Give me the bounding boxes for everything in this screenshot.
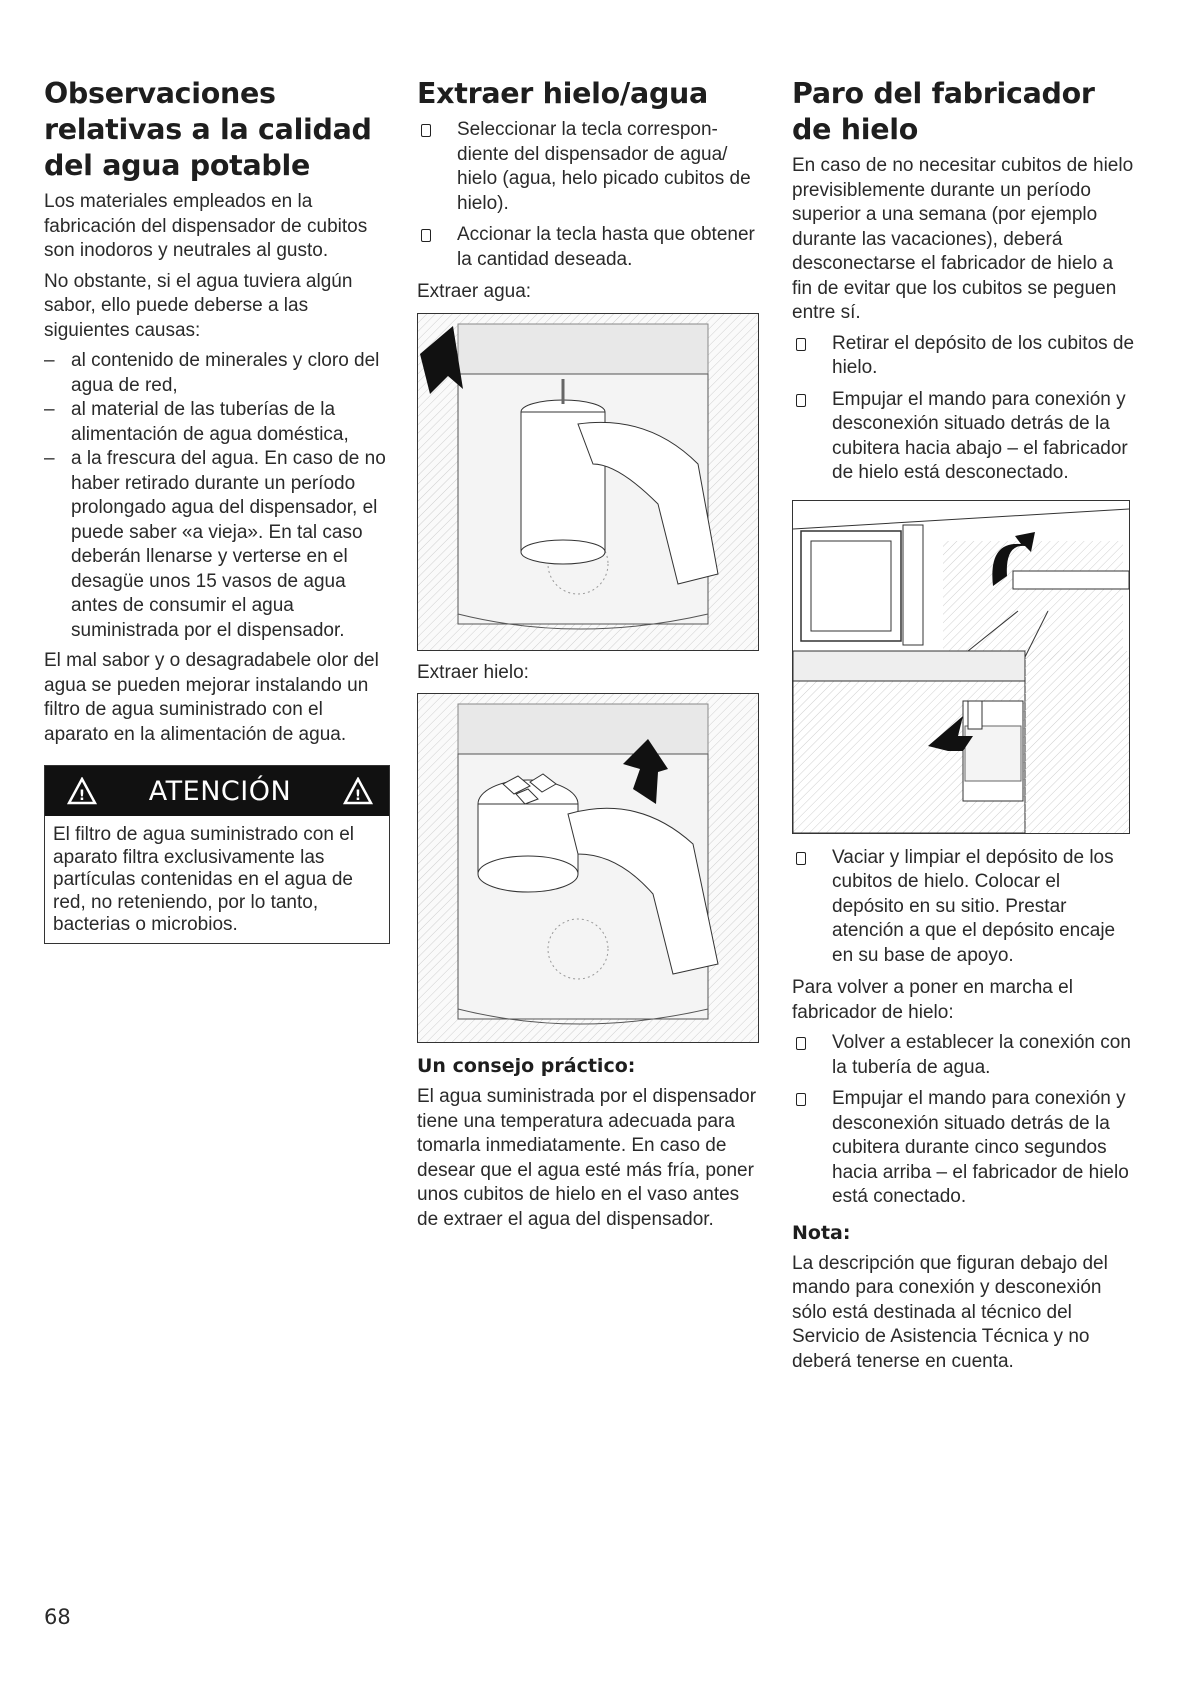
checkbox-bullet-icon [796, 852, 806, 865]
list-item: – al material de las tuberías de la alimentación de agua doméstica, [44, 398, 389, 447]
illustration-icemaker-switch [792, 500, 1130, 834]
step-text: Empujar el mando para conexión y desconexión situado detrás de la cubitera hacia abajo – el fabricador de hielo está desconectado. [832, 388, 1128, 483]
warning-triangle-icon [67, 777, 97, 805]
step-text: Volver a establecer la conexión con la tubería de agua. [832, 1032, 1131, 1078]
checkbox-bullet-icon [796, 394, 806, 407]
list-item [792, 332, 1137, 381]
illustration-dispense-water [417, 313, 759, 651]
tip-text: El agua suministrada por el dispensador tiene una temperatura adecuada para tomarla inmediatamente. En caso de desear que el agua esté más fría, poner unos cubitos de hielo en el vaso antes de extraer el agua del dispensador. [417, 1086, 757, 1230]
checkbox-bullet-icon [796, 1093, 806, 1106]
column-water-quality [44, 76, 389, 944]
section-title-water-quality: Observaciones relativas a la calidad del agua potable [44, 77, 372, 182]
list-item [792, 846, 1137, 969]
paragraph-causes: No obstante, si el agua tuviera algún sabor, ello puede deberse a las siguientes causas: [44, 270, 353, 341]
warning-text: El filtro de agua suministrado con el aparato filtra exclusivamente las partículas contenidas en el agua de red, no reteniendo, por lo tanto, bacterias o microbios. [53, 824, 354, 935]
list-item: – a la frescura del agua. En caso de no haber retirado durante un período prolongado agua del dispensador, el puede saber «a vieja». En tal caso deberán llenarse y verterse en el desagüe unos 15 vasos de agua antes de consumir el agua suministrada por el dispensador. [44, 447, 389, 643]
step-text: Empujar el mando para conexión y desconexión situado detrás de la cubitera durante cinco segundos hacia arriba – el fabricador de hielo está conectado. [832, 1088, 1129, 1207]
column-icemaker-off [792, 76, 1137, 1380]
dispense-steps [417, 118, 759, 272]
caption-water: Extraer agua: [417, 281, 532, 302]
note-title: Nota: [792, 1221, 851, 1244]
checkbox-bullet-icon [421, 124, 431, 137]
section-title-dispense: Extraer hielo/agua [417, 77, 708, 110]
checkbox-bullet-icon [421, 229, 431, 242]
step-text: Vaciar y limpiar el depósito de los cubitos de hielo. Colocar el depósito en su sitio. Prestar atención a que el depósito encaje en su base de apoyo. [832, 846, 1116, 966]
note-text: La descripción que figuran debajo del mando para conexión y desconexión sólo está destinada al técnico del Servicio de Asistencia Técnica y no deberá tenerse en cuenta. [792, 1252, 1108, 1372]
illustration-dispense-ice [417, 693, 759, 1043]
paragraph-filter: El mal sabor y o desagradabele olor del agua se pueden mejorar instalando un filtro de agua suministrado con el aparato en la alimentación de agua. [44, 650, 379, 745]
list-item [417, 118, 759, 216]
page-number: 68 [44, 1605, 71, 1629]
svg-text:!: ! [78, 788, 86, 804]
causes-list [44, 349, 389, 643]
warning-title: ATENCIÓN [148, 775, 292, 807]
warning-body [45, 816, 389, 943]
warning-triangle-icon [343, 777, 373, 805]
list-item [792, 1087, 1137, 1210]
paragraph-intro: En caso de no necesitar cubitos de hielo previsiblemente durante un período superior a una semana (por ejemplo durante las vacaciones), deberá desconectarse el fabricador de hielo a fin de evitar que los cubitos se peguen entre sí. [792, 155, 1134, 323]
icemaker-steps-3 [792, 1031, 1137, 1210]
paragraph-materials: Los materiales empleados en la fabricación del dispensador de cubitos son inodoros y neutrales al gusto. [44, 191, 368, 261]
list-item [792, 388, 1137, 486]
caption-ice: Extraer hielo: [417, 661, 529, 683]
icemaker-steps-2 [792, 846, 1137, 969]
warning-header [45, 766, 389, 816]
step-text: Retirar el depósito de los cubitos de hielo. [832, 332, 1135, 378]
checkbox-bullet-icon [796, 1037, 806, 1050]
warning-box [44, 765, 390, 944]
section-title-icemaker-off: Paro del fabricador de hielo [792, 77, 1095, 146]
list-item: – al contenido de minerales y cloro del agua de red, [44, 349, 389, 398]
svg-text:!: ! [354, 788, 362, 804]
paragraph-restart: Para volver a poner en marcha el fabricador de hielo: [792, 977, 1073, 1023]
list-item [417, 223, 759, 272]
checkbox-bullet-icon [796, 338, 806, 351]
column-dispense [417, 76, 759, 1238]
step-text: Seleccionar la tecla correspondiente del dispensador de agua/ hielo (agua, helo picado cubitos de hielo). [457, 119, 751, 214]
list-item [792, 1031, 1137, 1080]
icemaker-steps-1 [792, 332, 1137, 486]
step-text: Accionar la tecla hasta que obtener la cantidad deseada. [457, 224, 755, 270]
tip-title: Un consejo práctico: [417, 1055, 636, 1077]
